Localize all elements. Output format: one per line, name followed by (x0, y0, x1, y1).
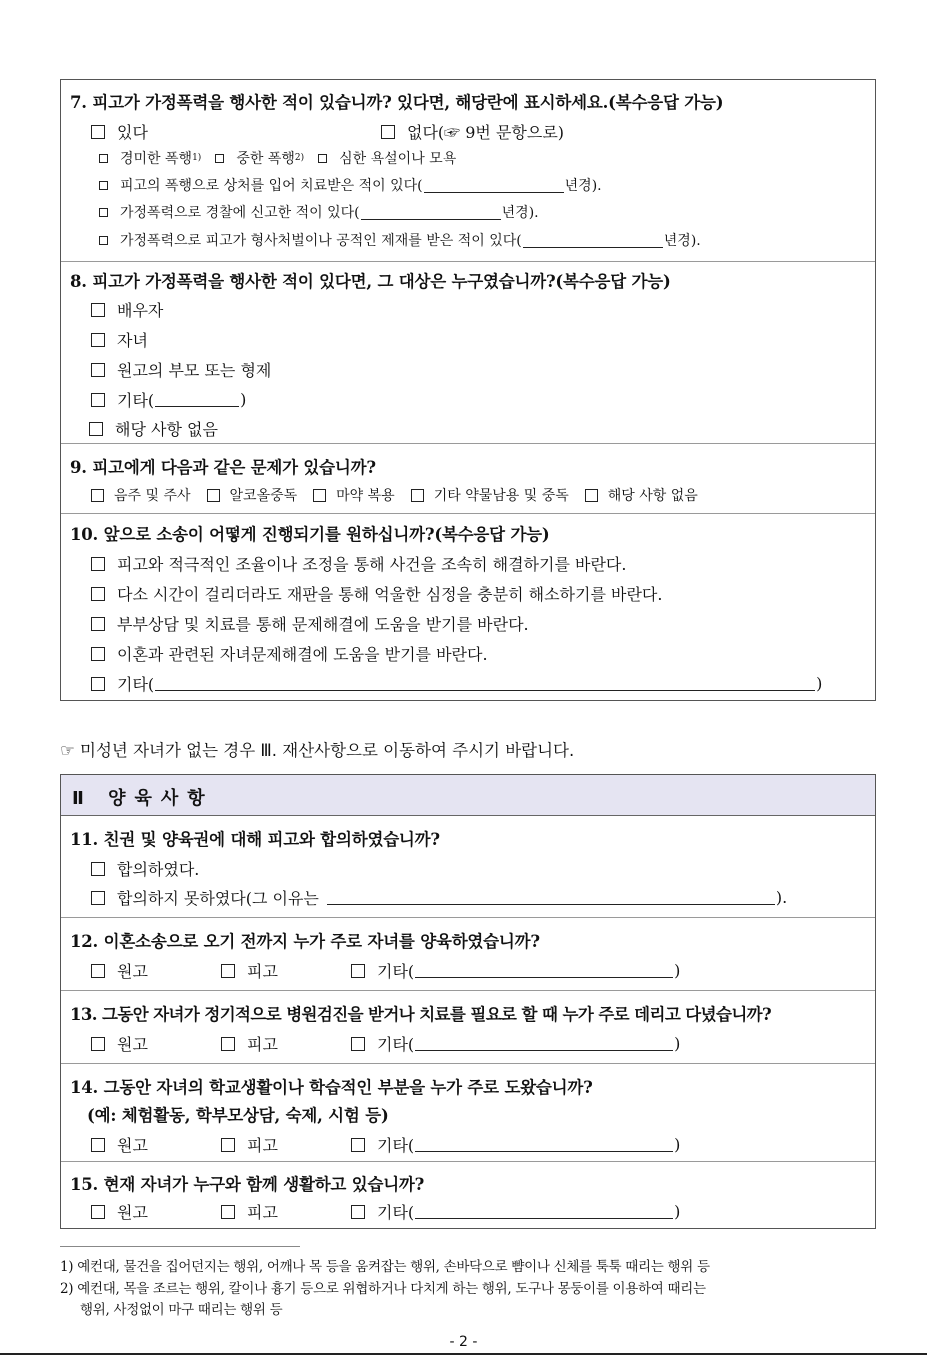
question-14 (61, 1064, 875, 1162)
checkbox[interactable] (381, 125, 395, 139)
checkbox[interactable] (91, 1138, 105, 1152)
other-field[interactable] (415, 1204, 673, 1219)
checkbox[interactable] (91, 964, 105, 978)
q9-options-row: 음주 및 주사 알코올중독 마약 복용 기타 약물남용 및 중독 해당 사항 없음 (91, 485, 698, 505)
checkbox[interactable] (351, 1205, 365, 1219)
question-9-title: 9. 피고에게 다음과 같은 문제가 있습니까? (70, 458, 376, 477)
q7-sub-row-3: 가정폭력으로 경찰에 신고한 적이 있다( 년경). (99, 202, 539, 222)
footnote-2: 2) 예컨대, 목을 조르는 행위, 칼이나 흉기 등으로 위협하거나 다치게 하는 행위, 도구나 몽둥이를 이용하여 때리는 (60, 1281, 706, 1297)
q12-option-plaintiff[interactable]: 원고 (91, 959, 148, 982)
page-number: - 2 - (449, 1334, 478, 1350)
checkbox[interactable] (99, 208, 108, 217)
footnote-1: 1) 예컨대, 물건을 집어던지는 행위, 어깨나 목 등을 움켜잡는 행위, 손바닥으로 뺨이나 신체를 툭툭 때리는 행위 등 (60, 1259, 710, 1275)
q15-option-other[interactable]: 기타( ) (351, 1200, 680, 1223)
checkbox[interactable] (351, 1037, 365, 1051)
checkbox[interactable] (91, 677, 105, 691)
other-field[interactable] (155, 392, 239, 407)
question-7-title: 7. 피고가 가정폭력을 행사한 적이 있습니까? 있다면, 해당란에 표시하세요.(복수응답 가능) (70, 93, 724, 112)
checkbox[interactable] (215, 154, 224, 163)
question-11 (61, 816, 875, 918)
question-15 (61, 1162, 875, 1228)
checkbox[interactable] (91, 862, 105, 876)
checkbox[interactable] (91, 587, 105, 601)
year-field[interactable] (424, 178, 564, 193)
q10-option-1[interactable]: 피고와 적극적인 조율이나 조정을 통해 사건을 조속히 해결하기를 바란다. (91, 552, 626, 575)
question-8 (61, 262, 875, 444)
q8-option-parents[interactable]: 원고의 부모 또는 형제 (91, 358, 271, 381)
checkbox[interactable] (221, 964, 235, 978)
checkbox[interactable] (351, 1138, 365, 1152)
q13-option-plaintiff[interactable]: 원고 (91, 1032, 148, 1055)
q15-option-defendant[interactable]: 피고 (221, 1200, 278, 1223)
question-13 (61, 991, 875, 1064)
checkbox[interactable] (221, 1037, 235, 1051)
q7-option-yes[interactable]: 있다 (91, 120, 148, 143)
other-field[interactable] (415, 1036, 673, 1051)
checkbox[interactable] (221, 1205, 235, 1219)
questionnaire-box-1 (60, 79, 876, 701)
checkbox[interactable] (99, 154, 108, 163)
question-15-title: 15. 현재 자녀가 누구와 함께 생활하고 있습니까? (70, 1175, 425, 1194)
year-field[interactable] (523, 233, 663, 248)
checkbox[interactable] (313, 489, 326, 502)
question-11-title: 11. 친권 및 양육권에 대해 피고와 합의하였습니까? (70, 830, 440, 849)
checkbox[interactable] (99, 181, 108, 190)
skip-note: ☞ 미성년 자녀가 없는 경우 Ⅲ. 재산사항으로 이동하여 주시기 바랍니다. (60, 741, 575, 760)
q8-option-spouse[interactable]: 배우자 (91, 298, 163, 321)
checkbox[interactable] (318, 154, 327, 163)
other-field[interactable] (415, 963, 673, 978)
checkbox[interactable] (91, 125, 105, 139)
q8-option-none[interactable]: 해당 사항 없음 (89, 417, 218, 440)
question-14-example: (예: 체험활동, 학부모상담, 숙제, 시험 등) (87, 1106, 389, 1125)
question-10-title: 10. 앞으로 소송이 어떻게 진행되기를 원하십니까?(복수응답 가능) (70, 525, 550, 544)
question-13-title: 13. 그동안 자녀가 정기적으로 병원검진을 받거나 치료를 필요로 할 때 누가 주로 데리고 다녔습니까? (70, 1005, 772, 1024)
checkbox[interactable] (91, 393, 105, 407)
checkbox[interactable] (207, 489, 220, 502)
q12-option-other[interactable]: 기타( ) (351, 959, 680, 982)
question-12-title: 12. 이혼소송으로 오기 전까지 누가 주로 자녀를 양육하였습니까? (70, 932, 540, 951)
checkbox[interactable] (91, 891, 105, 905)
q13-option-other[interactable]: 기타( ) (351, 1032, 680, 1055)
q14-option-plaintiff[interactable]: 원고 (91, 1133, 148, 1156)
checkbox[interactable] (91, 1205, 105, 1219)
q7-sub-row-1: 경미한 폭행 1) 중한 폭행 2) 심한 욕설이나 모욕 (99, 148, 456, 168)
bottom-rule (0, 1353, 927, 1355)
q10-option-3[interactable]: 부부상담 및 치료를 통해 문제해결에 도움을 받기를 바란다. (91, 612, 529, 635)
checkbox[interactable] (89, 422, 103, 436)
checkbox[interactable] (411, 489, 424, 502)
checkbox[interactable] (91, 557, 105, 571)
checkbox[interactable] (221, 1138, 235, 1152)
checkbox[interactable] (99, 236, 108, 245)
checkbox[interactable] (91, 647, 105, 661)
q13-option-defendant[interactable]: 피고 (221, 1032, 278, 1055)
q7-sub-row-2: 피고의 폭행으로 상처를 입어 치료받은 적이 있다( 년경). (99, 175, 602, 195)
footnote-2-continued: 행위, 사정없이 마구 때리는 행위 등 (80, 1302, 283, 1318)
checkbox[interactable] (91, 1037, 105, 1051)
checkbox[interactable] (91, 489, 104, 502)
q11-option-not-agreed[interactable]: 합의하지 못하였다(그 이유는 ). (91, 886, 787, 909)
question-7 (61, 80, 875, 262)
q10-option-2[interactable]: 다소 시간이 걸리더라도 재판을 통해 억울한 심정을 충분히 해소하기를 바란다. (91, 582, 662, 605)
other-field[interactable] (415, 1137, 673, 1152)
checkbox[interactable] (351, 964, 365, 978)
reason-field[interactable] (327, 890, 775, 905)
q10-option-4[interactable]: 이혼과 관련된 자녀문제해결에 도움을 받기를 바란다. (91, 642, 488, 665)
q7-sub-row-4: 가정폭력으로 피고가 형사처벌이나 공적인 제재를 받은 적이 있다( 년경). (99, 230, 701, 250)
question-9 (61, 444, 875, 514)
checkbox[interactable] (91, 617, 105, 631)
question-12 (61, 918, 875, 991)
question-10 (61, 514, 875, 700)
q15-option-plaintiff[interactable]: 원고 (91, 1200, 148, 1223)
q8-option-other[interactable]: 기타( ) (91, 388, 246, 411)
questionnaire-box-2 (60, 774, 876, 1229)
question-8-title: 8. 피고가 가정폭력을 행사한 적이 있다면, 그 대상은 누구였습니까?(복수응답 가능) (70, 272, 671, 291)
question-14-title: 14. 그동안 자녀의 학교생활이나 학습적인 부분을 누가 주로 도왔습니까? (70, 1078, 593, 1097)
q14-option-defendant[interactable]: 피고 (221, 1133, 278, 1156)
year-field[interactable] (361, 205, 501, 220)
q12-option-defendant[interactable]: 피고 (221, 959, 278, 982)
checkbox[interactable] (585, 489, 598, 502)
q14-option-other[interactable]: 기타( ) (351, 1133, 680, 1156)
other-field[interactable] (155, 676, 815, 691)
checkbox[interactable] (91, 363, 105, 377)
section-header: Ⅱ 양육사항 (61, 775, 875, 816)
checkbox[interactable] (91, 333, 105, 347)
q10-option-other[interactable]: 기타( ) (91, 672, 822, 695)
checkbox[interactable] (91, 303, 105, 317)
q8-option-child[interactable]: 자녀 (91, 328, 148, 351)
q11-option-agreed[interactable]: 합의하였다. (91, 857, 199, 880)
q7-option-no[interactable]: 없다(☞ 9번 문항으로) (381, 120, 564, 143)
footnote-divider (60, 1246, 300, 1247)
